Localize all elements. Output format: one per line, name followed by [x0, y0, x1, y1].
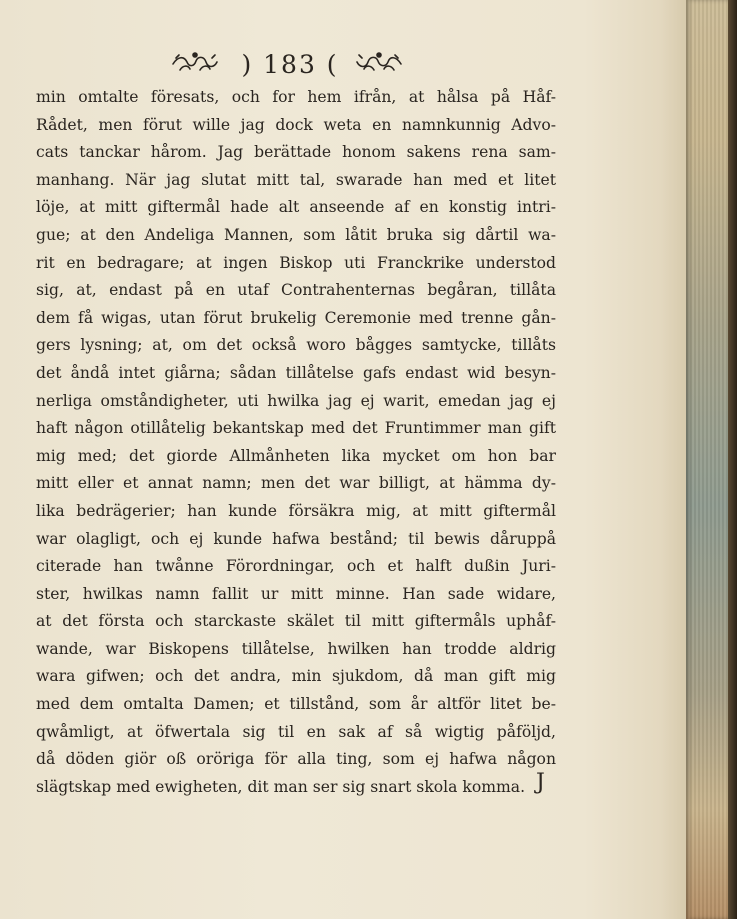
page-number: ) 183 (	[241, 50, 339, 79]
text-line: gue; at den Andeliga Mannen, som låtit bruka sig dårtil wa-	[36, 225, 556, 244]
text-line: det åndå intet giårna; sådan tillåtelse gafs endast wid besyn-	[36, 363, 556, 382]
catchword: J	[536, 770, 545, 795]
text-line: dem få wigas, utan förut brukelig Ceremonie med trenne gån-	[36, 308, 556, 327]
text-line: lika bedrägerier; han kunde försäkra mig, at mitt giftermål	[36, 501, 556, 520]
book-fore-edge	[686, 0, 737, 919]
text-line: war olagligt, och ej kunde hafwa bestånd; til bewis dåruppå	[36, 529, 556, 548]
text-line: haft någon otillåtelig bekantskap med det Fruntimmer man gift	[36, 419, 556, 438]
text-line: mig med; det giorde Allmånheten lika mycket om hon bar	[36, 446, 556, 465]
text-line: Rådet, men förut wille jag dock weta en namnkunnig Advo-	[36, 115, 556, 134]
text-line: mitt eller et annat namn; men det war billigt, at hämma dy-	[36, 474, 556, 493]
text-line: at det första och starckaste skälet til mitt giftermåls uphåf-	[36, 612, 556, 631]
text-line: min omtalte föresats, och for hem ifrån, at hålsa på Håf-	[36, 88, 556, 106]
text-line: löje, at mitt giftermål hade alt anseende af en konstig intri-	[36, 198, 556, 217]
text-line: med dem omtalta Damen; et tillstånd, som år altför litet be-	[36, 695, 556, 714]
body-text	[36, 84, 556, 801]
text-line: wara gifwen; och det andra, min sjukdom, då man gift mig	[36, 667, 556, 686]
text-line: wande, war Biskopens tillåtelse, hwilken han trodde aldrig	[36, 639, 556, 658]
floral-ornament-icon	[354, 50, 404, 76]
text-line: manhang. När jag slutat mitt tal, swarade han med et litet	[36, 170, 556, 189]
text-line: citerade han twånne Förordningar, och et halft dußin Juri-	[36, 557, 556, 576]
book-cover-edge	[728, 0, 737, 919]
floral-ornament-icon	[170, 50, 220, 76]
text-line: då döden giör oß oröriga för alla ting, som ej hafwa någon	[36, 750, 556, 769]
text-line: nerliga omståndigheter, uti hwilka jag ej warit, emedan jag ej	[36, 391, 556, 410]
text-line: sig, at, endast på en utaf Contrahenternas begåran, tillåta	[36, 281, 556, 300]
text-line: slägtskap med ewigheten, dit man ser sig snart skola komma.	[36, 777, 526, 796]
text-line: gers lysning; at, om det också woro bågges samtycke, tillåts	[36, 336, 556, 355]
text-line: qwåmligt, at öfwertala sig til en sak af så wigtig påföljd,	[36, 722, 556, 741]
text-line: rit en bedragare; at ingen Biskop uti Franckrike understod	[36, 253, 556, 272]
text-line: ster, hwilkas namn fallit ur mitt minne. Han sade widare,	[36, 584, 556, 603]
text-line: cats tanckar hårom. Jag berättade honom sakens rena sam-	[36, 143, 556, 162]
